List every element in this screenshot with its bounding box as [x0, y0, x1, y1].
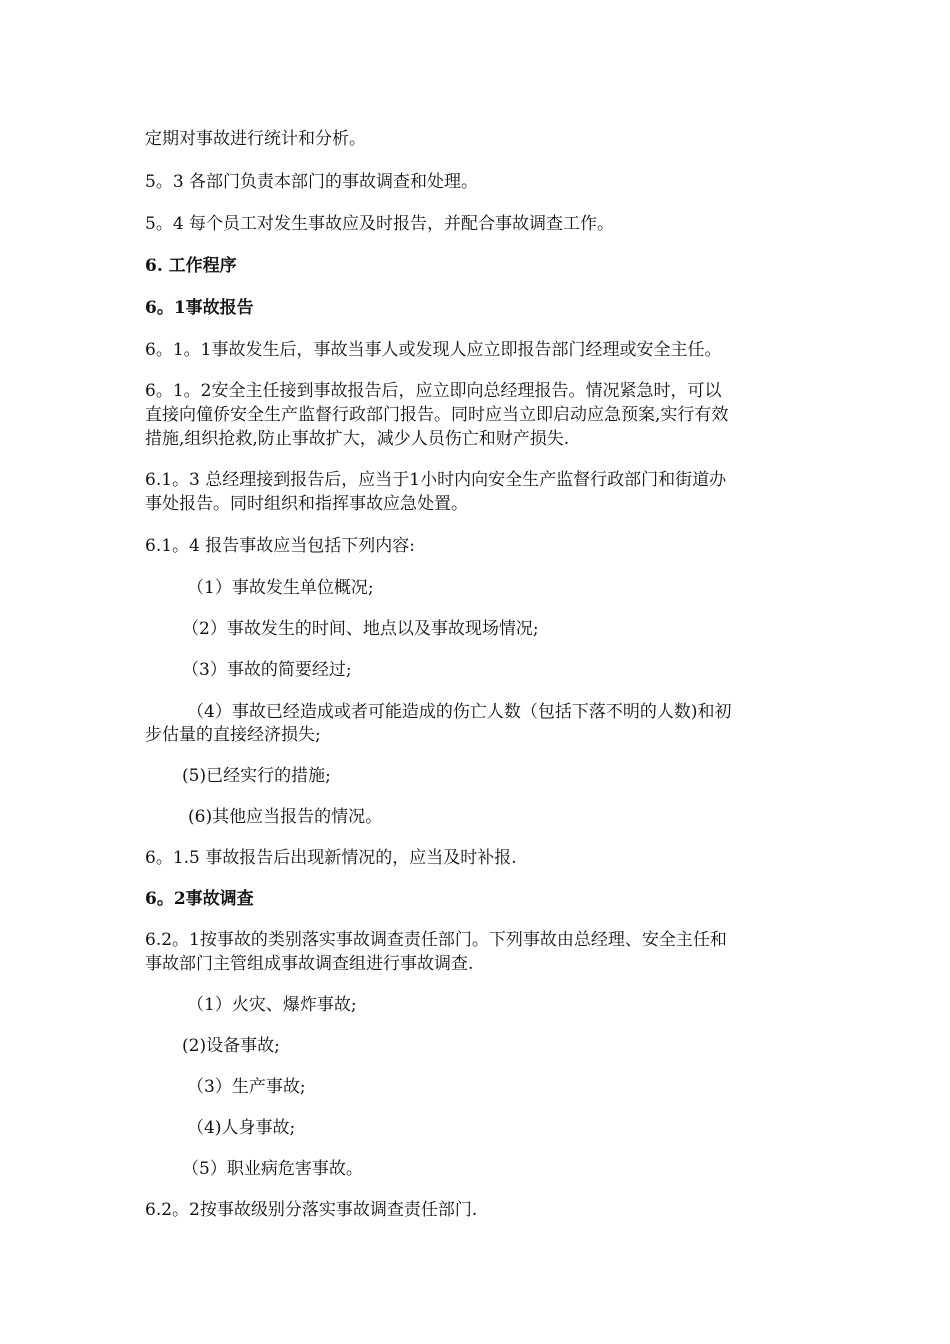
- paragraph: 事处报告。同时组织和指挥事故应急处置。: [145, 494, 468, 514]
- paragraph: 事故部门主管组成事故调查组进行事故调查.: [145, 954, 474, 974]
- list-item: （4）事故已经造成或者可能造成的伤亡人数（包括下落不明的人数)和初: [187, 702, 732, 722]
- list-item: （4)人身事故;: [187, 1118, 296, 1138]
- list-item: （1）事故发生单位概况;: [187, 578, 374, 598]
- paragraph: 6.1。4 报告事故应当包括下列内容:: [145, 536, 415, 556]
- list-item: （1）火灾、爆炸事故;: [187, 995, 357, 1015]
- subsection-heading: 6。2事故调查: [145, 889, 254, 909]
- list-item: (6)其他应当报告的情况。: [188, 807, 383, 827]
- paragraph: 定期对事故进行统计和分析。: [145, 129, 366, 149]
- paragraph: 6.1。3 总经理接到报告后，应当于1小时内向安全生产监督行政部门和街道办: [145, 470, 727, 490]
- section-heading: 6. 工作程序: [145, 256, 237, 276]
- paragraph: 5。3 各部门负责本部门的事故调查和处理。: [145, 172, 479, 192]
- list-item: (5)已经实行的措施;: [182, 766, 331, 786]
- list-item: （3）事故的简要经过;: [182, 660, 352, 680]
- paragraph: 6。1。1事故发生后，事故当事人或发现人应立即报告部门经理或安全主任。: [145, 340, 722, 360]
- paragraph: 6。1.5 事故报告后出现新情况的，应当及时补报.: [145, 848, 517, 868]
- paragraph: 6。1。2安全主任接到事故报告后，应立即向总经理报告。情况紧急时，可以: [145, 381, 722, 401]
- paragraph: 直接向僮侨安全生产监督行政部门报告。同时应当立即启动应急预案,实行有效: [145, 405, 729, 425]
- paragraph: 5。4 每个员工对发生事故应及时报告，并配合事故调查工作。: [145, 214, 615, 234]
- list-item: (2)设备事故;: [182, 1036, 280, 1056]
- list-item: （3）生产事故;: [187, 1077, 306, 1097]
- list-item: 步估量的直接经济损失;: [145, 725, 321, 745]
- list-item: （5）职业病危害事故。: [182, 1159, 363, 1179]
- list-item: （2）事故发生的时间、地点以及事故现场情况;: [182, 619, 539, 639]
- paragraph: 6.2。2按事故级别分落实事故调查责任部门.: [145, 1200, 478, 1220]
- paragraph: 6.2。1按事故的类别落实事故调查责任部门。下列事故由总经理、安全主任和: [145, 930, 727, 950]
- subsection-heading: 6。1事故报告: [145, 298, 254, 318]
- paragraph: 措施,组织抢救,防止事故扩大，减少人员伤亡和财产损失.: [145, 429, 570, 449]
